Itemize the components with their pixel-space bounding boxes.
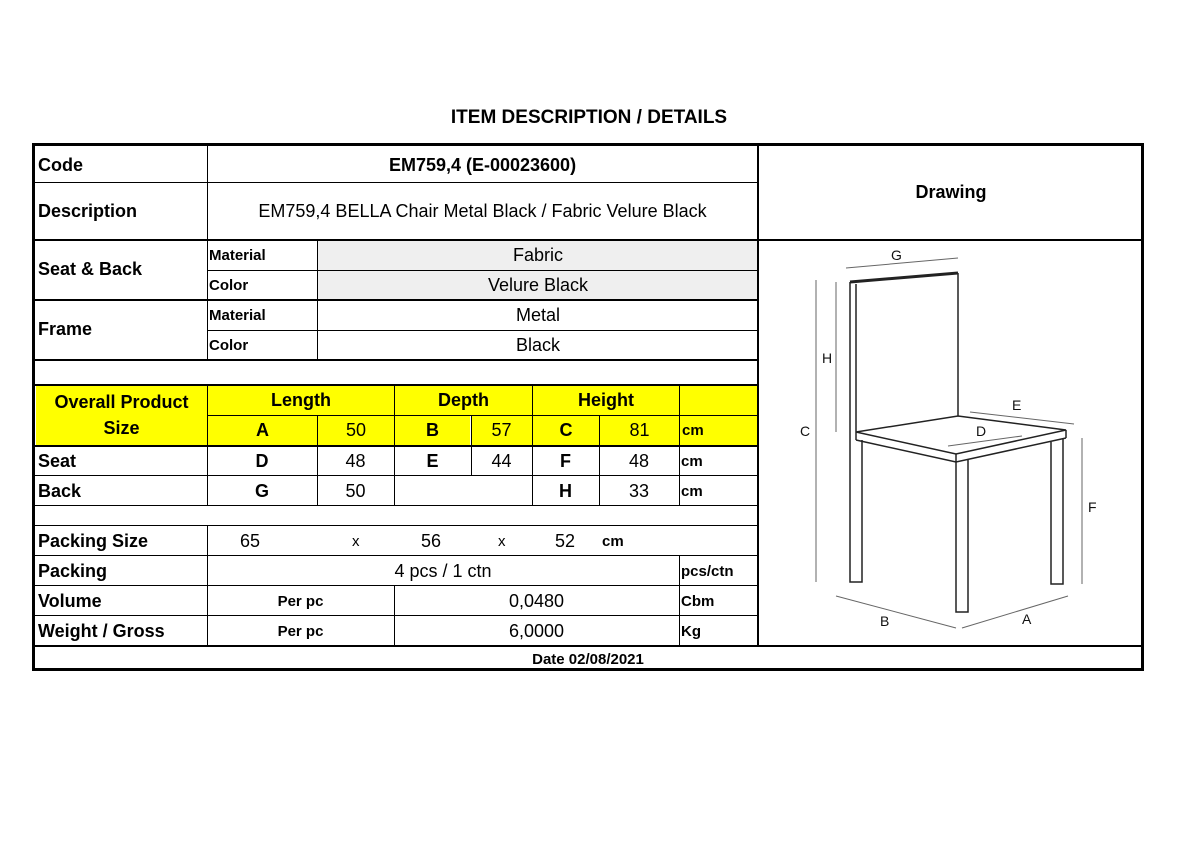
back-label: Back <box>38 480 82 501</box>
packing-size-x1: x <box>352 532 360 550</box>
frame-material-label: Material <box>209 306 266 324</box>
grid-line <box>35 645 1141 647</box>
packing-size-unit: cm <box>602 532 624 550</box>
dim-c-value: 81 <box>600 416 679 445</box>
grid-line <box>317 415 318 506</box>
code-label: Code <box>38 155 83 175</box>
seat-back-label: Seat & Back <box>38 259 143 279</box>
frame-color: Black <box>515 334 560 355</box>
grid-line <box>35 359 758 361</box>
grid-line <box>532 385 533 506</box>
dim-letter-a: A <box>1022 611 1032 627</box>
dim-a-value: 50 <box>318 416 394 445</box>
depth-header: Depth <box>395 385 532 415</box>
grid-line <box>35 615 758 616</box>
packing-label: Packing <box>38 560 108 581</box>
dim-e-value: 44 <box>491 450 512 471</box>
dim-f-label: F <box>560 450 571 471</box>
weight-per: Per pc <box>277 622 324 640</box>
dim-f-value: 48 <box>628 450 650 471</box>
dim-letter-d: D <box>976 423 987 439</box>
dim-a-label: A <box>208 416 317 445</box>
dim-letter-e: E <box>1012 397 1022 413</box>
volume-value: 0,0480 <box>508 590 565 611</box>
grid-line <box>35 525 758 526</box>
seat-back-material: Fabric <box>318 241 758 270</box>
dim-g-label: G <box>254 480 269 501</box>
date-footer: Date 02/08/2021 <box>532 650 644 668</box>
seat-back-color-label: Color <box>209 276 249 294</box>
dim-b-label: B <box>395 416 470 445</box>
grid-line <box>35 384 758 386</box>
seat-unit: cm <box>681 452 703 470</box>
grid-line <box>679 385 680 506</box>
grid-line <box>394 385 395 506</box>
dim-c-label: C <box>533 416 599 445</box>
grid-line <box>207 146 208 360</box>
dim-letter-h: H <box>822 350 833 366</box>
grid-line <box>35 182 758 183</box>
volume-unit: Cbm <box>681 592 715 610</box>
dim-letter-g: G <box>891 247 902 263</box>
chair-dimension-drawing <box>770 240 1140 640</box>
dim-letter-f: F <box>1088 499 1097 515</box>
overall-size-label-line1: Overall Product <box>54 392 189 412</box>
grid-line <box>317 240 318 360</box>
grid-line <box>35 505 758 506</box>
packing-size-x2: x <box>498 532 506 550</box>
overall-size-label-line2: Size <box>103 418 140 438</box>
packing-size-height: 52 <box>555 530 576 551</box>
overall-size-label <box>36 385 207 445</box>
seat-back-color: Velure Black <box>318 271 758 300</box>
page-title: ITEM DESCRIPTION / DETAILS <box>450 107 728 128</box>
grid-line <box>471 415 472 476</box>
weight-label: Weight / Gross <box>38 620 165 641</box>
grid-line <box>757 146 759 646</box>
frame-material: Metal <box>515 304 560 325</box>
description-value: EM759,4 BELLA Chair Metal Black / Fabric Velure Black <box>258 200 707 221</box>
packing-size-length: 65 <box>240 530 261 551</box>
dim-d-value: 48 <box>345 450 366 471</box>
grid-line <box>35 445 758 447</box>
description-label: Description <box>38 200 138 221</box>
grid-line <box>35 585 758 586</box>
packing-size-width: 56 <box>421 530 442 551</box>
weight-value: 6,0000 <box>508 620 565 641</box>
dim-e-label: E <box>426 450 439 471</box>
dim-b-value: 57 <box>471 416 532 445</box>
grid-line <box>599 415 600 506</box>
packing-size-label: Packing Size <box>38 530 149 551</box>
dim-letter-c: C <box>800 423 811 439</box>
grid-line <box>207 270 758 271</box>
grid-line <box>394 586 395 646</box>
volume-per: Per pc <box>277 592 324 610</box>
grid-line <box>679 556 680 646</box>
frame-label: Frame <box>38 319 93 339</box>
drawing-label: Drawing <box>915 182 987 202</box>
frame-color-label: Color <box>209 336 249 354</box>
dim-g-value: 50 <box>345 480 366 501</box>
length-header: Length <box>208 385 394 415</box>
dim-d-label: D <box>255 450 269 471</box>
height-header: Height <box>533 385 679 415</box>
grid-line <box>207 415 758 416</box>
dim-h-value: 33 <box>628 480 650 501</box>
grid-line <box>35 555 758 556</box>
grid-line <box>35 299 758 301</box>
dim-letter-b: B <box>880 613 890 629</box>
grid-line <box>207 330 758 331</box>
code-value: EM759,4 (E-00023600) <box>388 155 577 175</box>
grid-line <box>207 385 208 506</box>
volume-label: Volume <box>38 590 102 611</box>
packing-unit: pcs/ctn <box>681 562 734 580</box>
seat-label: Seat <box>38 450 77 471</box>
back-unit: cm <box>681 482 703 500</box>
dim-h-label: H <box>559 480 572 501</box>
packing-value: 4 pcs / 1 ctn <box>394 560 492 581</box>
grid-line <box>35 475 758 476</box>
seat-back-material-label: Material <box>209 246 266 264</box>
weight-unit: Kg <box>681 622 701 640</box>
overall-unit: cm <box>680 416 758 445</box>
grid-line <box>207 526 208 646</box>
unit-header-blank <box>680 385 758 415</box>
